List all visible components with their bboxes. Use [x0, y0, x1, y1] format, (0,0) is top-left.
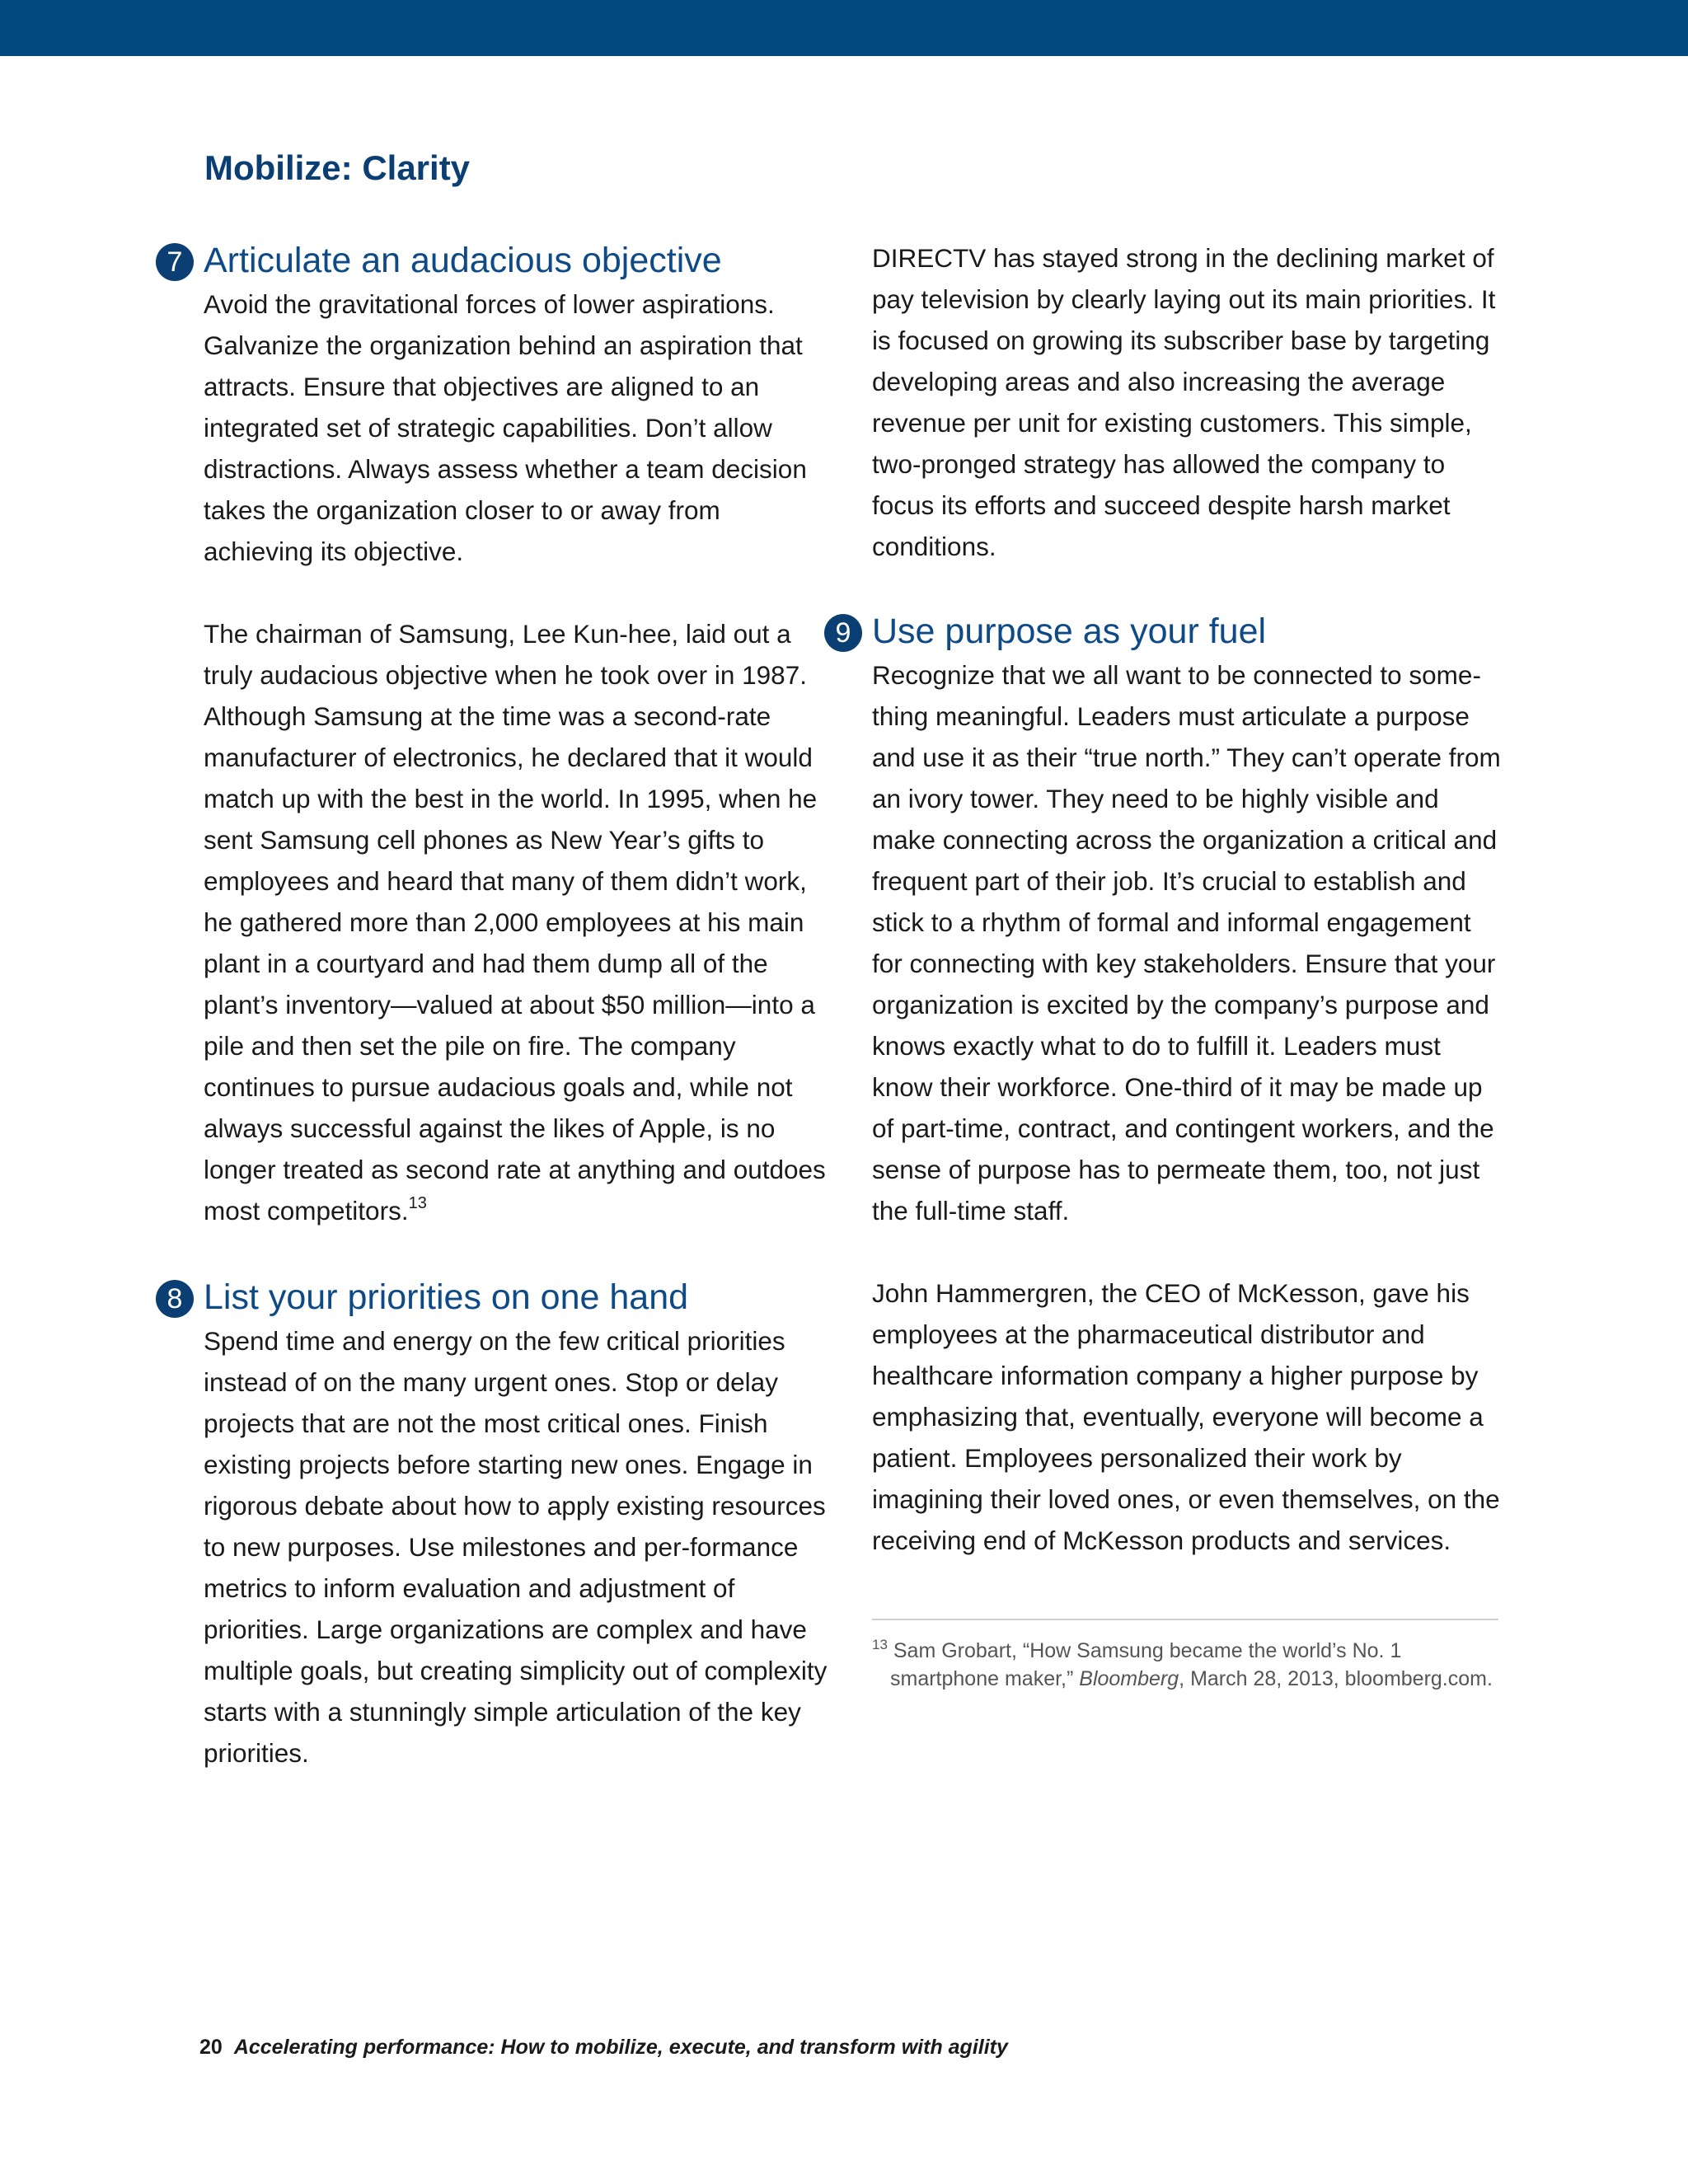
- item-7: [166, 237, 832, 1231]
- footnote-text: Sam Grobart, “How Samsung became the world’s No. 1 smartphone maker,”: [890, 1639, 1402, 1690]
- item-example: John Hammergren, the CEO of McKesson, gave his employees at the pharmaceutical distributor and healthcare information company a higher purpose by emphasizing that, eventually, everyone will become a patient. Employees personalized their work by imagining their loved ones, or even themselves, on the receiving end of McKesson products and services.: [872, 1278, 1500, 1555]
- item-intro: Recognize that we all want to be connected to some-thing meaningful. Leaders must articulate a purpose and use it as their “true north.” They can’t operate from an ivory tower. They need to be highly visible and make connecting across the organization a critical and frequent part of their job. It’s crucial to establish and stick to a rhythm of formal and informal engagement for connecting with key stakeholders. Ensure that your organization is excited by the company’s purpose and knows exactly what to do to fulfill it. Leaders must know their workforce. One-third of it may be made up of part-time, contract, and contingent workers, and the sense of purpose has to permeate them, too, not just the full-time staff.: [872, 660, 1501, 1226]
- number-badge: 7: [156, 243, 194, 281]
- page-number: 20: [199, 2036, 223, 2059]
- right-column: [835, 237, 1507, 1693]
- example-text: The chairman of Samsung, Lee Kun-hee, laid out a truly audacious objective when he took over in 1987. Although Samsung at the time was a second-rate manufacturer of electronics, he declared that it would match up with the best in the world. In 1995, when he sent Samsung cell phones as New Year’s gifts to employees and heard that many of them didn’t work, he gathered more than 2,000 employees at his main plant in a courtyard and had them dump all of the plant’s inventory—valued at about $50 million—into a pile and then set the pile on fire. The company continues to pursue audacious goals and, while not always successful against the likes of Apple, is no longer treated as second rate at anything and outdoes most competitors.: [204, 619, 826, 1226]
- item-heading-text: Use purpose as your fuel: [872, 612, 1267, 651]
- number-badge: 9: [824, 614, 862, 652]
- item-intro: Spend time and energy on the few critical priorities instead of on the many urgent ones. Stop or delay projects that are not the most critical ones. Finish existing projects before starting new ones. Engage in rigorous debate about how to apply existing resources to new purposes. Use milestones and per-formance metrics to inform evaluation and adjustment of priorities. Large organizations are complex and have multiple goals, but creating simplicity out of complexity starts with a stunningly simple articulation of the key priorities.: [204, 1326, 828, 1768]
- left-column: [166, 237, 832, 1774]
- item-9: [835, 608, 1507, 1561]
- item-heading: [166, 1274, 832, 1320]
- item-heading: [166, 237, 832, 284]
- item-heading: [835, 608, 1507, 654]
- item-heading-text: List your priorities on one hand: [204, 1277, 689, 1317]
- item-heading-text: Articulate an audacious objective: [204, 241, 722, 280]
- footnote-ref: 13: [408, 1194, 427, 1212]
- footnote-text-end: , March 28, 2013, bloomberg.com.: [1179, 1667, 1493, 1690]
- item-example: [204, 613, 832, 1231]
- footnote-number: 13: [872, 1637, 888, 1652]
- footnote: [872, 1637, 1507, 1693]
- footer-title: Accelerating performance: How to mobilize, execute, and transform with agility: [233, 2036, 1008, 2059]
- section-title: Mobilize: Clarity: [204, 148, 471, 187]
- footnote-divider: [872, 1619, 1498, 1620]
- page-footer: [199, 2036, 1008, 2060]
- item-8: [166, 1274, 832, 1774]
- item-example: DIRECTV has stayed strong in the declining market of pay television by clearly laying out its main priorities. It is focused on growing its subscriber base by targeting developing areas and also increasing the average revenue per unit for existing customers. This simple, two-pronged strategy has allowed the company to focus its efforts and succeed despite harsh market conditions.: [872, 243, 1496, 561]
- item-intro: Avoid the gravitational forces of lower aspirations. Galvanize the organization behind an aspiration that attracts. Ensure that objectives are aligned to an integrated set of strategic capabilities. Don’t allow distractions. Always assess whether a team decision takes the organization closer to or away from achieving its objective.: [204, 289, 807, 566]
- top-color-band: [0, 0, 1688, 56]
- number-badge: 8: [156, 1280, 194, 1318]
- footnote-source: Bloomberg: [1079, 1667, 1179, 1690]
